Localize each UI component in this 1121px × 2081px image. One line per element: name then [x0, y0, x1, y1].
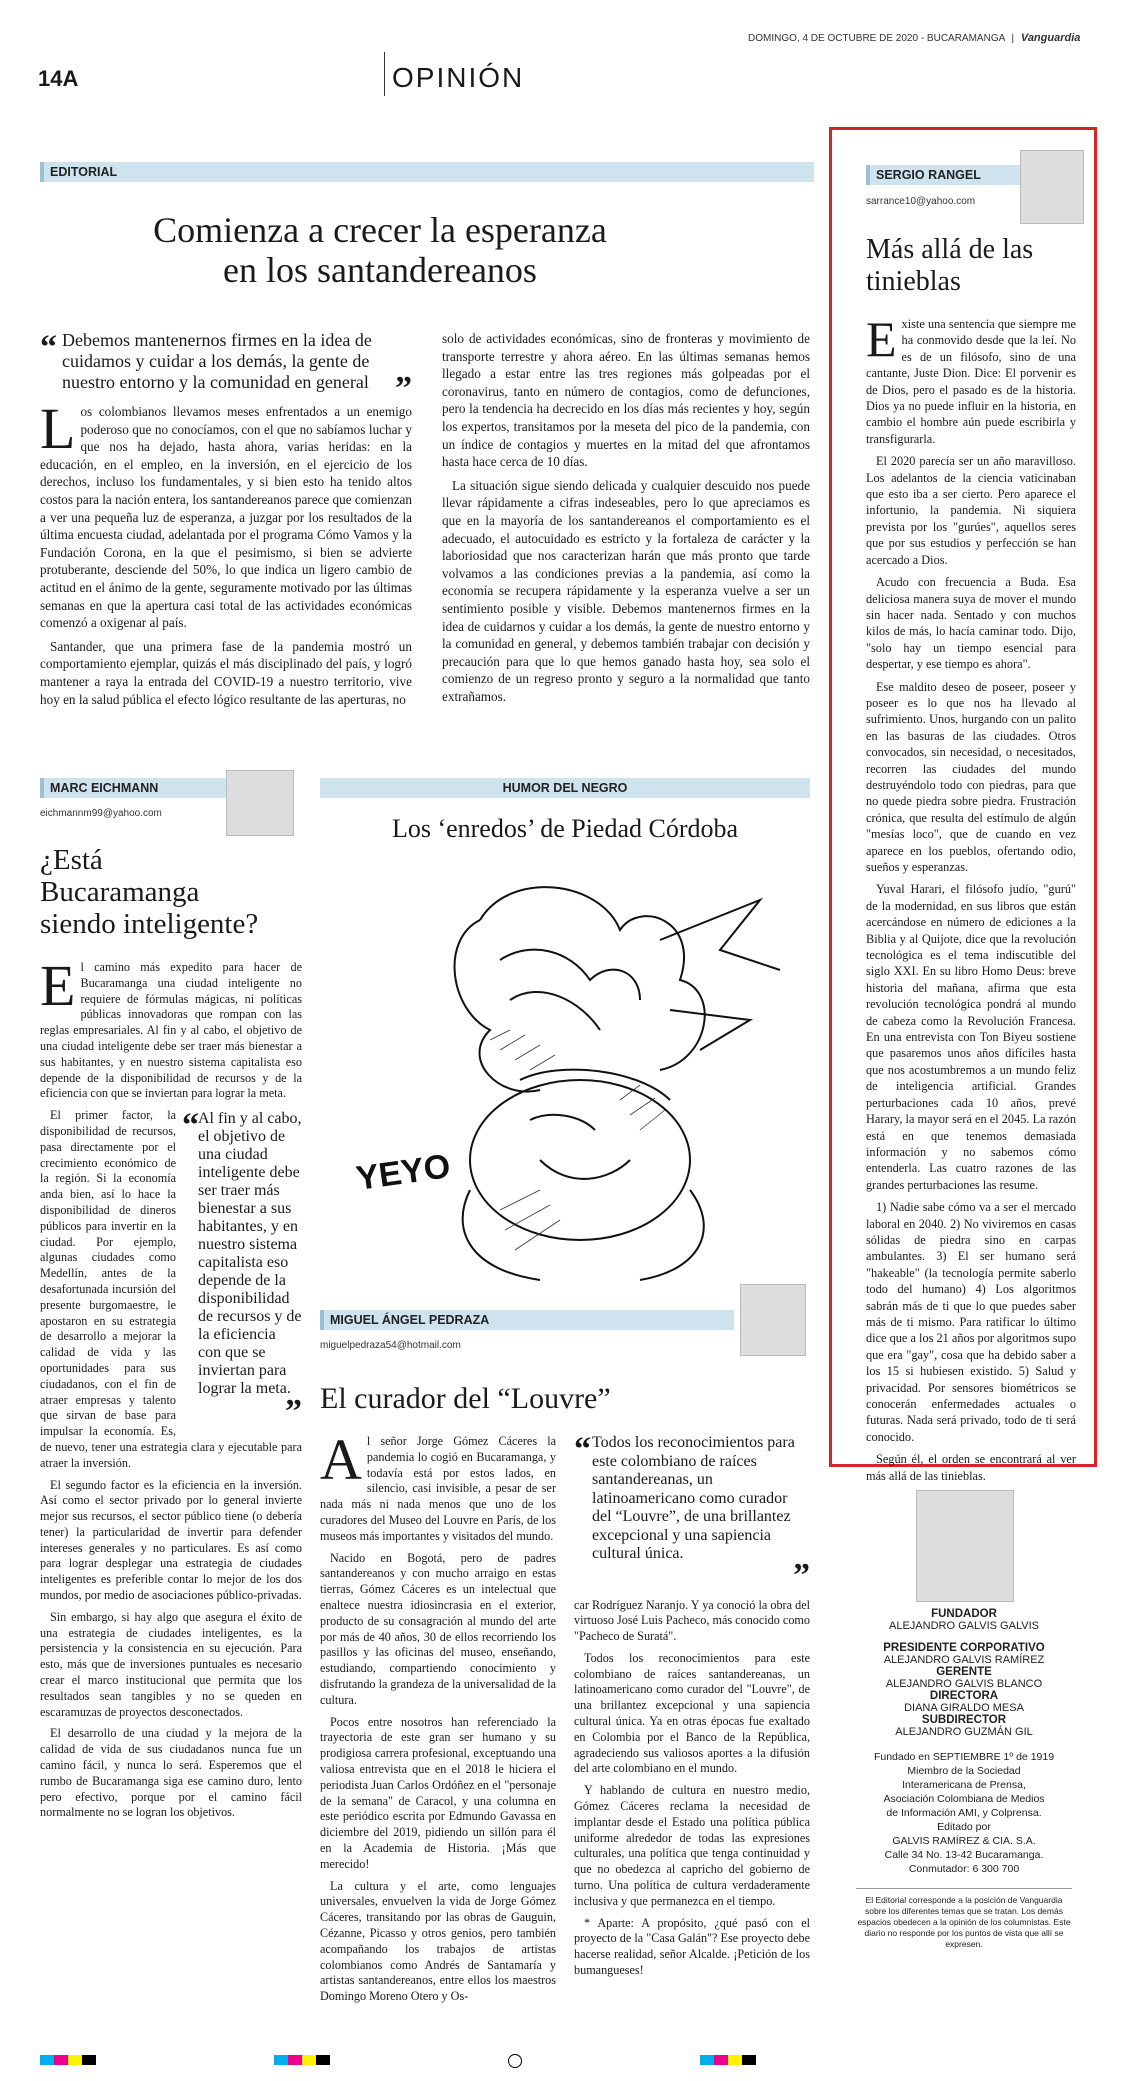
- editorial-headline: [40, 210, 720, 290]
- color-swatch: [68, 2055, 82, 2065]
- eichmann-headline: [40, 844, 302, 940]
- disclaimer: El Editorial corresponde a la posición de Vanguardia sobre los diferentes temas que se tratan. Los demás espacios obedecen a la opinión de los columnistas. Este diario no responde por los puntos de vista que allí se expresen.: [857, 1895, 1071, 1949]
- rangel-headline: [866, 234, 1066, 298]
- rangel-body: [866, 311, 1076, 1490]
- editorial-body-left: [40, 396, 413, 708]
- staff-role: FUNDADOR: [931, 1608, 997, 1620]
- staff-name: ALEJANDRO GALVIS BLANCO: [885, 1678, 1043, 1690]
- humor-section: [320, 778, 810, 1288]
- info-line: Editado por: [937, 1821, 991, 1833]
- cartoon-image: [340, 860, 790, 1282]
- paragraph: 1) Nadie sabe cómo va a ser el mercado laboral en 2040. 2) No viviremos en casas sólidas de piedra sino en carpas ambulantes. 3) El ser humano será "hakeable" (la tecnología permite saberlo todo del humano) 4) Los algoritmos sabrán más de ti que lo que puedes saber más de ti mismo. Para ratificar lo último dice que a los 21 años por algoritmos supo que era "gay", cosa que ha debido saber a los 15 si hubiesen existido. 5) Salud y privacidad. Por sensores biométricos se conocerán enfermedades actuales o futuras. Nada será privado, todo de ti será conocido.: [866, 1200, 1076, 1444]
- staff-role: PRESIDENTE CORPORATIVO: [883, 1642, 1045, 1654]
- cartoon-drawing: [340, 860, 790, 1282]
- paragraph: El segundo factor es la eficiencia en la inversión. Así como el sector privado por lo general invierte mejor sus recursos, el sector público tiene (o debería tener) la particularidad de invertir para defender intereses generales y no particulares. Es así como para lograr desplegar una estrategia de ciudades inteligentes es preferible contar lo mejor de los dos mundos, por medio de asociaciones público-privadas.: [40, 1477, 302, 1603]
- author-email: miguelpedraza54@hotmail.com: [320, 1340, 461, 1351]
- color-swatch: [82, 2055, 96, 2065]
- headline-line: Bucaramanga: [40, 876, 200, 908]
- paragraph: Pocos entre nosotros han referenciado la trayectoria de este gran ser humano y su prodigiosa carrera profesional, exceptuando una valiosa entrevista que en el 2018 le hiciera el periodista Juan Carlos Ordóñez en el "personaje de la semana" de Caracol, y una columna en este periódico escrita por Edmundo Gavassa en diciembre del 2019, pidiendo un sillón para él en la Academia de Historia. ¡Más que merecido!: [320, 1714, 556, 1871]
- pedraza-column: [320, 1310, 810, 2010]
- staff-role: GERENTE: [936, 1666, 992, 1678]
- staff-name: ALEJANDRO GUZMÁN GIL: [895, 1726, 1033, 1738]
- color-swatch: [700, 2055, 714, 2065]
- header-divider: [384, 52, 385, 96]
- color-swatch: [714, 2055, 728, 2065]
- editorial-col-1: [40, 330, 412, 714]
- info-line: Conmutador: 6 300 700: [908, 1863, 1020, 1875]
- eichmann-pullquote: [182, 1107, 302, 1431]
- headline-line: tinieblas: [866, 266, 961, 297]
- eichmann-tag: [40, 778, 226, 798]
- paragraph: * Aparte: A propósito, ¿qué pasó con el proyecto de la "Casa Galán"? Ese proyecto debe hacerse realidad, señor Alcalde. ¡Petición de los bumangueses!: [574, 1915, 810, 1978]
- close-quote-icon: ”: [793, 1556, 810, 1594]
- paragraph: Nacido en Bogotá, pero de padres santandereanos y con mucho arraigo en estas tierras, Gómez Cáceres es un intelectual que enaltece nuestra idiosincrasia en el exterior, producto de su consagración al mundo del arte por más de 40 años, 30 de ellos recorriendo los pasillos y las oficinas del museo, enseñando, estudiando, compartiendo conocimiento y disfrutando la grandeza de la universalidad de la cultura.: [320, 1550, 556, 1707]
- paragraph: El primer factor, la disponibilidad de recursos, pasa directamente por el crecimiento económico de la región. Si la economía anda bien, así lo hace la disponibilidad de dineros públicos para invertir en la ciudad. Por ejemplo, algunas ciudades como Medellín, antes de la desafortunada incursión del presente burgomaestre, le apostaron en su estrategia de desarrollo a mejorar la calidad de vida y las oportunidades para sus ciudadanos, con el fin de atraer empresas y talento que sirvan de base para impulsar la economía. Es, de nuevo, tener una estrategia clara y ejecutable para atraer la inversión.: [40, 1108, 302, 1470]
- info-line: Calle 34 No. 13-42 Bucaramanga.: [884, 1849, 1044, 1861]
- quote-text: Todos los reconocimientos para este colombiano de raíces santandereanas, un latinoamericano como curador del “Louvre”, de una brillantez excepcional y una sapiencia cultural única.: [592, 1434, 795, 1562]
- paragraph: Yuval Harari, el filósofo judío, "gurú" de la modernidad, en sus libros que están acercándose en número de ediciones a la Biblia y al Quijote, dice que la revolución tecnológica es el tema indiscutible del siglo XXI. En su libro Homo Deus: breve historia del mañana, afirma que esta revolución tecnológica pondrá al mundo de cabeza como la Revolución Francesa. En una entrevista con Ton Biyeu sostiene que pasaremos unos años difíciles hasta que nos acostumbremos a un mundo feliz de inteligencia artificial. Grandes perturbaciones cada 10 años, prevé Harary, la mayor será en el 2045. La razón está en que tenemos demasiada información y no sabemos cómo entenderla. Las cuatro razones de las grandes perturbaciones las resume.: [866, 882, 1076, 1192]
- headline-line: Comienza a crecer la esperanza: [153, 210, 607, 250]
- page-number: 14A: [38, 66, 79, 91]
- author-name: MIGUEL ÁNGEL PEDRAZA: [330, 1313, 490, 1327]
- color-registration-bar: [40, 2052, 1080, 2064]
- staff-role: DIRECTORA: [929, 1690, 999, 1702]
- paragraph: l camino más expedito para hacer de Bucaramanga una ciudad inteligente no requiere de fórmulas mágicas, ni políticas públicas innovadoras que rompan con las reglas empresariales. Al fin y al cabo, el objetivo de una ciudad inteligente debe ser traer más bienestar a sus habitantes, y en nuestro sistema capitalista eso depende de la disponibilidad de recursos y de la eficiencia con que se inviertan para lograr la meta.: [40, 960, 302, 1101]
- humor-tag: [320, 778, 810, 798]
- quote-text: Debemos mantenernos firmes en la idea de cuidamos y cuidar a los demás, la gente de nuestro entorno y la comunidad en general: [62, 330, 372, 392]
- dropcap: A: [320, 1427, 362, 1492]
- author-photo-rangel: [1020, 150, 1084, 224]
- publisher-info: [848, 1750, 1080, 1876]
- pedraza-pullquote: [574, 1431, 810, 1594]
- page-header: [30, 26, 1092, 96]
- info-line: de Información AMI, y Colprensa.: [886, 1807, 1042, 1819]
- editorial-tag-label: EDITORIAL: [50, 165, 118, 179]
- dropcap: L: [40, 396, 76, 461]
- headline-line: Más allá de las: [866, 234, 1034, 265]
- close-quote-icon: ”: [395, 370, 412, 407]
- info-line: Miembro de la Sociedad: [907, 1765, 1021, 1777]
- paragraph: l señor Jorge Gómez Cáceres la pandemia lo cogió en Bucaramanga, y todavía está por estos lados, en silencio, casi invisible, a pesar de ser nada más ni nada menos que uno de los curadores del Museo del Louvre en París, de los museos más importantes y visitados del mundo.: [320, 1434, 556, 1543]
- color-swatch: [54, 2055, 68, 2065]
- pedraza-body-right: [574, 1598, 810, 1979]
- paragraph: Acudo con frecuencia a Buda. Esa deliciosa manera suya de mover el mundo sin hacer nada. Sentado y con muchos kilos de más, lo hacía caminar todo. Dijo, "solo hay un tiempo esencial para despertar, y ese tiempo es ahora".: [866, 575, 1076, 672]
- eichmann-body: [40, 953, 302, 1827]
- pedraza-headline: El curador del “Louvre”: [320, 1382, 611, 1415]
- masthead-divider: [856, 1888, 1072, 1889]
- info-line: Interamericana de Prensa,: [902, 1779, 1026, 1791]
- editorial-col-2: [442, 330, 810, 711]
- paragraph: La situación sigue siendo delicada y cualquier descuido nos puede llevar rápidamente a cifras indeseables, pero lo que apreciamos es que en la mayoría de los santandereanos el comportamiento es el adecuado, el autocuidado es estricto y la fortaleza de carácter y la laboriosidad que nos caracterizan harán que más pronto que tarde volvamos a las condiciones previas a la pandemia, así como la economía se recupera rápidamente y la esperanza vuelve a ser un sentimiento posible y visible. Debemos mantenernos firmes en la idea de cuidarnos y cuidar a los demás, la gente de nuestro entorno y la comunidad en general, y debemos también trabajar con decisión y precaución para que lo que hemos ganado hasta hoy, sea solo el comienzo de un regreso pronto y seguro a la normalidad que tanto extrañamos.: [442, 477, 810, 704]
- pedraza-col-1: [320, 1427, 556, 2011]
- dropcap: E: [40, 953, 76, 1018]
- author-email: eichmannm99@yahoo.com: [40, 808, 162, 819]
- paragraph: Y hablando de cultura en nuestro medio, Gómez Cáceres reclama la necesidad de implantar desde el Estado una política pública uniforme alrededor de todas las expresiones culturales, una política que tenga continuidad y que no obedezca al capricho del gobierno de turno. Una política de cultura verdaderamente inclusiva y que permanezca en el tiempo.: [574, 1783, 810, 1908]
- rangel-tag: [866, 165, 1020, 185]
- info-line: Asociación Colombiana de Medios: [883, 1793, 1045, 1805]
- section-title: OPINIÓN: [392, 62, 525, 93]
- rangel-column[interactable]: [829, 127, 1097, 1483]
- editorial-section: [40, 162, 810, 707]
- headline-line: ¿Está: [40, 844, 103, 876]
- date-line: DOMINGO, 4 DE OCTUBRE DE 2020 - BUCARAMANGA | Vanguardia: [748, 32, 1081, 44]
- color-swatch: [316, 2055, 330, 2065]
- staff-name: ALEJANDRO GALVIS RAMÍREZ: [883, 1654, 1045, 1666]
- author-email: sarrance10@yahoo.com: [866, 196, 976, 207]
- masthead-staff: [848, 1608, 1080, 1950]
- color-swatch: [288, 2055, 302, 2065]
- staff-name: DIANA GIRALDO MESA: [904, 1702, 1024, 1714]
- color-swatch: [728, 2055, 742, 2065]
- brand-logo: Vanguardia: [1020, 32, 1081, 44]
- paragraph: El 2020 parecía ser un año maravilloso. Los adelantos de la ciencia vaticinaban que esto iba a ser cierto. Pero aparece el infortunio, la pandemia. Ni siquiera prevista por los "gurúes", aquellos seres que por sus estudios y perfección se han acercado a Dios.: [866, 454, 1076, 567]
- paragraph: xiste una sentencia que siempre me ha conmovido desde que la leí. No es de un filósofo, sino de una cantante, Juste Dion. Dice: El porvenir es de Dios, pero el pasado es de la historia. Dios ya no puede influir en la historia, en cambio el hombre aún puede escribirla y transfigurarla.: [866, 317, 1076, 446]
- color-swatch: [274, 2055, 288, 2065]
- staff-name: ALEJANDRO GALVIS GALVIS: [889, 1620, 1039, 1632]
- paragraph: os colombianos llevamos meses enfrentados a un enemigo poderoso que no conocíamos, con el que no sabíamos luchar y que nos ha dejado, hasta ahora, varias heridas: en la educación, en el empleo, en la inversión, en el ejercicio de los derechos, incluso los fundamentales, y si bien esto ha tenido altos costos para la nación entera, los santandereanos parece que comienzan a ver una pequeña luz de esperanza, a juzgar por los resultados de la última encuesta ciudad, adelantada por el programa Cómo Vamos y la Fundación Corona, en la que el pesimismo, si bien se advierte protuberante, desciende del 50%, lo que indica un ligero cambio de actitud en el ánimo de la gente, seguramente motivado por las últimas semanas en que la apertura casi total de las actividades económicas comenzó a oxigenar al país.: [40, 404, 413, 631]
- paragraph: Todos los reconocimientos para este colombiano de raíces santandereanas, un latinoamericano como curador del "Louvre", de una brillantez excepcional y una sapiencia cultural única. Ya en otras épocas fue exaltado en Colombia por el Banco de la República, agradeciendo sus valiosos aportes a la difusión del arte colombiano en el mundo.: [574, 1650, 810, 1776]
- author-name: SERGIO RANGEL: [876, 168, 981, 182]
- headline-line: siendo inteligente?: [40, 908, 259, 940]
- paragraph: El desarrollo de una ciudad y la mejora de la calidad de vida de sus ciudadanos nunca fue un camino fácil, y nunca lo será. Esperemos que el rumbo de Bucaramanga siga ese camino duro, lento pero efectivo, porque por el camino fácil normalmente no se logran los objetivos.: [40, 1726, 302, 1820]
- info-line: Fundado en SEPTIEMBRE 1º de 1919: [873, 1751, 1055, 1763]
- paragraph: Según él, el orden se encontrará al ver más allá de las tinieblas.: [866, 1452, 1076, 1483]
- color-swatch: [302, 2055, 316, 2065]
- paragraph: La cultura y el arte, como lenguajes universales, envuelven la vida de Jorge Gómez Cáceres, transitando por las obras de Gauguin, Cézanne, Picasso y otros genios, pero también acompañando los trabajos de artistas colombianos como Andrés de Santamaría y artistas santandereanos, entre ellos los maestros Domingo Moreno Otero y Os-: [320, 1878, 556, 2004]
- paragraph: solo de actividades económicas, sino de fronteras y movimiento de transporte terrestre y ahora aéreo. En las últimas semanas hemos llegado a estar entre las tres regiones más golpeadas por el coronavirus, tanto en número de contagios, como de defunciones, pero la tendencia ha decrecido en los días más recientes y hoy, según los expertos, transitamos por la meseta del pico de la pandemia, con un índice de contagios y muertes en la mitad del que afrontamos hasta hace cerca de 10 días.: [442, 331, 810, 470]
- staff-role: SUBDIRECTOR: [921, 1714, 1007, 1726]
- color-swatch: [40, 2055, 54, 2065]
- color-swatch: [742, 2055, 756, 2065]
- paragraph: Ese maldito deseo de poseer, poseer y poseer es lo que nos ha llevado al sufrimiento. Unos, hurgando con un palito en las basuras de las ciudades. Otros convocados, sin necesidad, o necesitados, recorren las ciudades del mundo destruyéndolo todo con piedras, para que no quede piedra sobre piedra. Frustración crónica, que resulta del estímulo de algún "mesías loco", que de cuando en vez aparece en los pueblos, ofertando odio, sueños y esperanzas.: [866, 679, 1076, 874]
- founder-photo: [916, 1490, 1014, 1602]
- quote-text: Al fin y al cabo, el objetivo de una ciudad inteligente debe ser traer más bienestar a sus habitantes, y en nuestro sistema capitalista eso depende de la disponibilidad de recursos y de la eficiencia con que se inviertan para lograr la meta.: [198, 1110, 302, 1398]
- paragraph: Sin embargo, si hay algo que asegura el éxito de una estrategia de ciudades inteligentes, es la persistencia y la consistencia en su ejecución. Para esto, más que de inversiones puntuales es necesario crear el marco institucional que permita que los resultados sean tangibles y no se queden en escaramuzas de proyectos desconectados.: [40, 1609, 302, 1719]
- open-quote-icon: “: [40, 329, 57, 366]
- masthead: [848, 1484, 1080, 2034]
- pedraza-tag: [320, 1310, 734, 1330]
- humor-tag-label: HUMOR DEL NEGRO: [502, 781, 628, 795]
- date-text: DOMINGO, 4 DE OCTUBRE DE 2020 - BUCARAMANGA: [748, 33, 1005, 44]
- editorial-pullquote: [40, 329, 412, 407]
- headline-line: en los santandereanos: [223, 250, 537, 290]
- registration-mark-icon: [508, 2054, 522, 2068]
- author-name: MARC EICHMANN: [50, 781, 159, 795]
- paragraph: Santander, que una primera fase de la pandemia mostró un comportamiento ejemplar, quizás el más disciplinado del país, y logró mantener a raya la entrada del COVID-19 a nuestro territorio, vive hoy en la salud pública el efecto lógico resultante de las aperturas, no: [40, 638, 412, 707]
- humor-headline: Los ‘enredos’ de Piedad Córdoba: [391, 814, 739, 843]
- author-photo-pedraza: [740, 1284, 806, 1356]
- cartoonist-signature: YEYO: [353, 1147, 453, 1198]
- close-quote-icon: ”: [285, 1393, 302, 1431]
- dropcap: E: [866, 311, 897, 367]
- pedraza-col-2: [574, 1431, 810, 1985]
- author-photo-eichmann: [226, 770, 294, 836]
- open-quote-icon: “: [574, 1431, 591, 1468]
- open-quote-icon: “: [182, 1107, 199, 1145]
- info-line: GALVIS RAMÍREZ & CIA. S.A.: [892, 1835, 1036, 1847]
- editorial-tag: [40, 162, 814, 182]
- eichmann-column: [40, 778, 302, 2008]
- paragraph: car Rodríguez Naranjo. Y ya conoció la obra del virtuoso José Luis Pacheco, más conocido como "Pacheco de Suratá".: [574, 1597, 810, 1644]
